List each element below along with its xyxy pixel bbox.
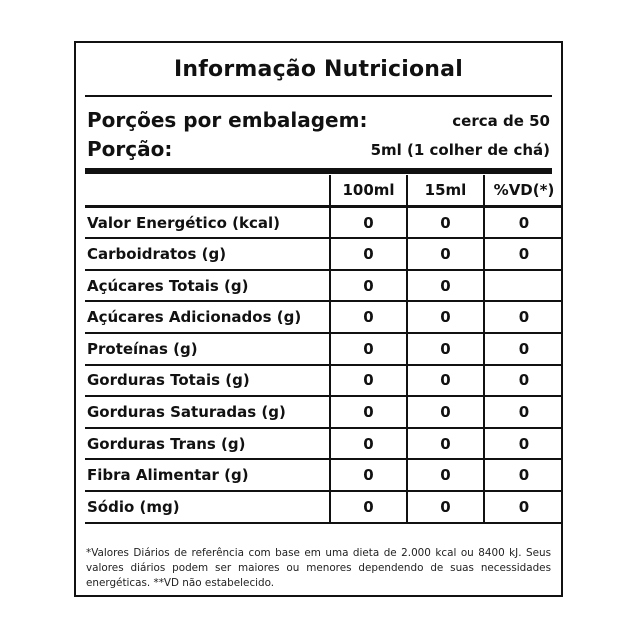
value-15ml: 0	[407, 428, 484, 460]
header-vd: %VD(*)	[484, 175, 563, 207]
value-vd: 0	[484, 365, 563, 397]
nutrient-name: Açúcares Totais (g)	[85, 270, 330, 302]
table-row	[85, 396, 563, 428]
nutrient-name: Açúcares Adicionados (g)	[85, 301, 330, 333]
value-vd	[484, 270, 563, 302]
value-100ml: 0	[330, 238, 407, 270]
value-15ml: 0	[407, 301, 484, 333]
portion-value: 5ml (1 colher de chá)	[370, 141, 550, 159]
value-15ml: 0	[407, 365, 484, 397]
header-nutrient-cell	[85, 175, 330, 207]
table-header-row	[85, 175, 563, 207]
table-row	[85, 270, 563, 302]
nutrient-name: Proteínas (g)	[85, 333, 330, 365]
value-100ml: 0	[330, 396, 407, 428]
value-15ml: 0	[407, 207, 484, 239]
servings-per-package-label: Porções por embalagem:	[87, 108, 368, 132]
value-15ml: 0	[407, 396, 484, 428]
footnote-text: *Valores Diários de referência com base em uma dieta de 2.000 kcal ou 8400 kJ. Seus valores diários podem ser maiores ou menores dependendo de suas necessidades energéticas. **VD não estabelecido.	[86, 547, 551, 589]
value-vd: 0	[484, 459, 563, 491]
value-100ml: 0	[330, 428, 407, 460]
table-row	[85, 207, 563, 239]
table-row	[85, 365, 563, 397]
nutrition-facts-label	[74, 41, 563, 597]
servings-divider	[85, 168, 552, 174]
value-vd: 0	[484, 333, 563, 365]
value-100ml: 0	[330, 207, 407, 239]
nutrient-name: Fibra Alimentar (g)	[85, 459, 330, 491]
nutrient-name: Valor Energético (kcal)	[85, 207, 330, 239]
header-100ml: 100ml	[330, 175, 407, 207]
value-100ml: 0	[330, 333, 407, 365]
label-title: Informação Nutricional	[174, 57, 463, 82]
value-vd: 0	[484, 491, 563, 523]
value-15ml: 0	[407, 238, 484, 270]
value-vd: 0	[484, 238, 563, 270]
value-100ml: 0	[330, 459, 407, 491]
table-row	[85, 238, 563, 270]
value-vd: 0	[484, 301, 563, 333]
value-15ml: 0	[407, 270, 484, 302]
nutrition-table	[85, 175, 563, 524]
nutrient-name: Gorduras Totais (g)	[85, 365, 330, 397]
value-100ml: 0	[330, 270, 407, 302]
nutrient-name: Sódio (mg)	[85, 491, 330, 523]
value-100ml: 0	[330, 491, 407, 523]
table-row	[85, 333, 563, 365]
value-100ml: 0	[330, 365, 407, 397]
portion-label: Porção:	[87, 137, 173, 161]
table-row	[85, 459, 563, 491]
nutrient-name: Carboidratos (g)	[85, 238, 330, 270]
value-vd: 0	[484, 396, 563, 428]
value-100ml: 0	[330, 301, 407, 333]
table-row	[85, 491, 563, 523]
value-15ml: 0	[407, 333, 484, 365]
title-divider	[85, 95, 552, 97]
portion-row	[87, 131, 550, 161]
servings-per-package-value: cerca de 50	[452, 112, 550, 130]
value-15ml: 0	[407, 491, 484, 523]
value-15ml: 0	[407, 459, 484, 491]
table-row	[85, 428, 563, 460]
value-vd: 0	[484, 428, 563, 460]
value-vd: 0	[484, 207, 563, 239]
nutrient-name: Gorduras Trans (g)	[85, 428, 330, 460]
nutrient-name: Gorduras Saturadas (g)	[85, 396, 330, 428]
header-15ml: 15ml	[407, 175, 484, 207]
servings-per-package-row	[87, 102, 550, 132]
table-row	[85, 301, 563, 333]
